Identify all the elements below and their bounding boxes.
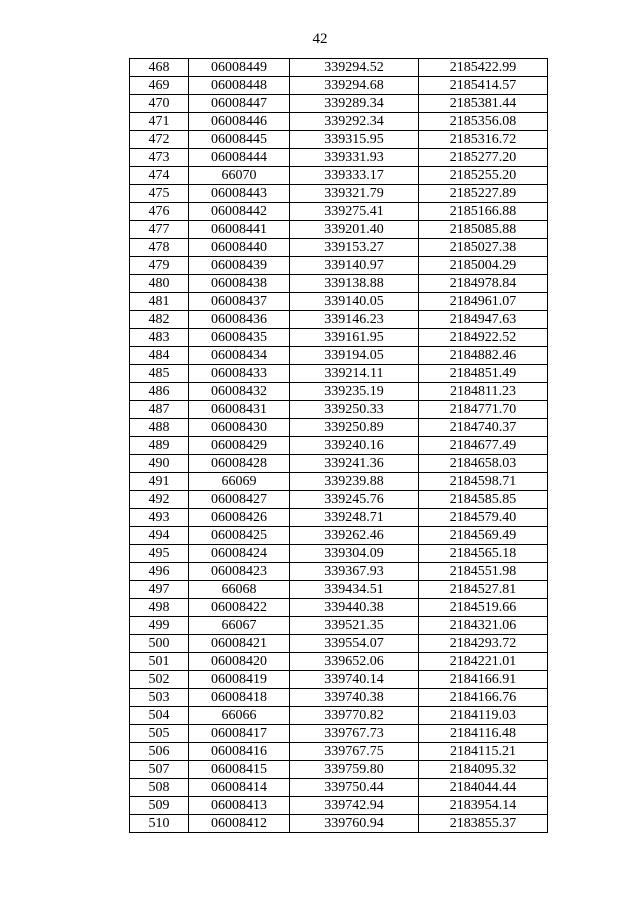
x-coordinate-cell: 339652.06 bbox=[290, 653, 419, 671]
table-row bbox=[130, 473, 548, 491]
row-index-cell: 493 bbox=[130, 509, 189, 527]
point-id-cell: 06008439 bbox=[189, 257, 290, 275]
y-coordinate-cell: 2184116.48 bbox=[419, 725, 548, 743]
point-id-cell: 06008446 bbox=[189, 113, 290, 131]
y-coordinate-cell: 2185166.88 bbox=[419, 203, 548, 221]
y-coordinate-cell: 2184947.63 bbox=[419, 311, 548, 329]
point-id-cell: 06008432 bbox=[189, 383, 290, 401]
y-coordinate-cell: 2184095.32 bbox=[419, 761, 548, 779]
row-index-cell: 480 bbox=[130, 275, 189, 293]
page-number: 42 bbox=[312, 31, 328, 47]
x-coordinate-cell: 339140.97 bbox=[290, 257, 419, 275]
row-index-cell: 495 bbox=[130, 545, 189, 563]
point-id-cell: 66066 bbox=[189, 707, 290, 725]
y-coordinate-cell: 2184740.37 bbox=[419, 419, 548, 437]
table-row bbox=[130, 743, 548, 761]
x-coordinate-cell: 339750.44 bbox=[290, 779, 419, 797]
x-coordinate-cell: 339138.88 bbox=[290, 275, 419, 293]
row-index-cell: 482 bbox=[130, 311, 189, 329]
row-index-cell: 500 bbox=[130, 635, 189, 653]
x-coordinate-cell: 339292.34 bbox=[290, 113, 419, 131]
row-index-cell: 503 bbox=[130, 689, 189, 707]
row-index-cell: 502 bbox=[130, 671, 189, 689]
row-index-cell: 471 bbox=[130, 113, 189, 131]
row-index-cell: 504 bbox=[130, 707, 189, 725]
row-index-cell: 470 bbox=[130, 95, 189, 113]
table-row bbox=[130, 545, 548, 563]
x-coordinate-cell: 339235.19 bbox=[290, 383, 419, 401]
point-id-cell: 06008429 bbox=[189, 437, 290, 455]
y-coordinate-cell: 2185422.99 bbox=[419, 59, 548, 77]
y-coordinate-cell: 2184961.07 bbox=[419, 293, 548, 311]
point-id-cell: 06008444 bbox=[189, 149, 290, 167]
x-coordinate-cell: 339434.51 bbox=[290, 581, 419, 599]
y-coordinate-cell: 2183954.14 bbox=[419, 797, 548, 815]
row-index-cell: 483 bbox=[130, 329, 189, 347]
x-coordinate-cell: 339760.94 bbox=[290, 815, 419, 833]
y-coordinate-cell: 2183855.37 bbox=[419, 815, 548, 833]
point-id-cell: 06008443 bbox=[189, 185, 290, 203]
table-row bbox=[130, 59, 548, 77]
table-row bbox=[130, 761, 548, 779]
x-coordinate-cell: 339315.95 bbox=[290, 131, 419, 149]
point-id-cell: 06008415 bbox=[189, 761, 290, 779]
row-index-cell: 497 bbox=[130, 581, 189, 599]
x-coordinate-cell: 339194.05 bbox=[290, 347, 419, 365]
y-coordinate-cell: 2184585.85 bbox=[419, 491, 548, 509]
table-row bbox=[130, 779, 548, 797]
row-index-cell: 510 bbox=[130, 815, 189, 833]
row-index-cell: 490 bbox=[130, 455, 189, 473]
point-id-cell: 66067 bbox=[189, 617, 290, 635]
y-coordinate-cell: 2184882.46 bbox=[419, 347, 548, 365]
table-row bbox=[130, 491, 548, 509]
row-index-cell: 476 bbox=[130, 203, 189, 221]
point-id-cell: 66068 bbox=[189, 581, 290, 599]
y-coordinate-cell: 2184978.84 bbox=[419, 275, 548, 293]
point-id-cell: 06008428 bbox=[189, 455, 290, 473]
table-row bbox=[130, 221, 548, 239]
point-id-cell: 66070 bbox=[189, 167, 290, 185]
point-id-cell: 06008414 bbox=[189, 779, 290, 797]
table-row bbox=[130, 725, 548, 743]
y-coordinate-cell: 2185316.72 bbox=[419, 131, 548, 149]
point-id-cell: 06008438 bbox=[189, 275, 290, 293]
x-coordinate-cell: 339161.95 bbox=[290, 329, 419, 347]
y-coordinate-cell: 2184519.66 bbox=[419, 599, 548, 617]
x-coordinate-cell: 339767.75 bbox=[290, 743, 419, 761]
x-coordinate-cell: 339767.73 bbox=[290, 725, 419, 743]
point-id-cell: 06008423 bbox=[189, 563, 290, 581]
x-coordinate-cell: 339440.38 bbox=[290, 599, 419, 617]
x-coordinate-cell: 339245.76 bbox=[290, 491, 419, 509]
x-coordinate-cell: 339275.41 bbox=[290, 203, 419, 221]
point-id-cell: 06008419 bbox=[189, 671, 290, 689]
table-row bbox=[130, 257, 548, 275]
point-id-cell: 06008437 bbox=[189, 293, 290, 311]
y-coordinate-cell: 2184658.03 bbox=[419, 455, 548, 473]
point-id-cell: 06008420 bbox=[189, 653, 290, 671]
table-row bbox=[130, 131, 548, 149]
row-index-cell: 491 bbox=[130, 473, 189, 491]
x-coordinate-cell: 339240.16 bbox=[290, 437, 419, 455]
y-coordinate-cell: 2184044.44 bbox=[419, 779, 548, 797]
x-coordinate-cell: 339740.38 bbox=[290, 689, 419, 707]
y-coordinate-cell: 2184119.03 bbox=[419, 707, 548, 725]
x-coordinate-cell: 339214.11 bbox=[290, 365, 419, 383]
x-coordinate-cell: 339239.88 bbox=[290, 473, 419, 491]
table-row bbox=[130, 599, 548, 617]
table-row bbox=[130, 365, 548, 383]
point-id-cell: 06008442 bbox=[189, 203, 290, 221]
table-row bbox=[130, 635, 548, 653]
point-id-cell: 06008448 bbox=[189, 77, 290, 95]
x-coordinate-cell: 339289.34 bbox=[290, 95, 419, 113]
y-coordinate-cell: 2184221.01 bbox=[419, 653, 548, 671]
point-id-cell: 06008417 bbox=[189, 725, 290, 743]
table-row bbox=[130, 203, 548, 221]
row-index-cell: 478 bbox=[130, 239, 189, 257]
y-coordinate-cell: 2184771.70 bbox=[419, 401, 548, 419]
y-coordinate-cell: 2184851.49 bbox=[419, 365, 548, 383]
y-coordinate-cell: 2185255.20 bbox=[419, 167, 548, 185]
row-index-cell: 508 bbox=[130, 779, 189, 797]
table-row bbox=[130, 149, 548, 167]
point-id-cell: 06008440 bbox=[189, 239, 290, 257]
table-row bbox=[130, 707, 548, 725]
x-coordinate-cell: 339770.82 bbox=[290, 707, 419, 725]
table-row bbox=[130, 95, 548, 113]
x-coordinate-cell: 339201.40 bbox=[290, 221, 419, 239]
y-coordinate-cell: 2184598.71 bbox=[419, 473, 548, 491]
coordinates-table-body bbox=[130, 59, 548, 833]
table-row bbox=[130, 527, 548, 545]
x-coordinate-cell: 339241.36 bbox=[290, 455, 419, 473]
y-coordinate-cell: 2184677.49 bbox=[419, 437, 548, 455]
x-coordinate-cell: 339250.33 bbox=[290, 401, 419, 419]
y-coordinate-cell: 2184811.23 bbox=[419, 383, 548, 401]
table-row bbox=[130, 437, 548, 455]
row-index-cell: 484 bbox=[130, 347, 189, 365]
point-id-cell: 06008416 bbox=[189, 743, 290, 761]
table-row bbox=[130, 419, 548, 437]
table-row bbox=[130, 815, 548, 833]
y-coordinate-cell: 2185227.89 bbox=[419, 185, 548, 203]
row-index-cell: 488 bbox=[130, 419, 189, 437]
table-row bbox=[130, 797, 548, 815]
point-id-cell: 06008418 bbox=[189, 689, 290, 707]
table-row bbox=[130, 239, 548, 257]
point-id-cell: 06008449 bbox=[189, 59, 290, 77]
row-index-cell: 496 bbox=[130, 563, 189, 581]
y-coordinate-cell: 2185356.08 bbox=[419, 113, 548, 131]
row-index-cell: 499 bbox=[130, 617, 189, 635]
table-row bbox=[130, 185, 548, 203]
y-coordinate-cell: 2185004.29 bbox=[419, 257, 548, 275]
row-index-cell: 492 bbox=[130, 491, 189, 509]
row-index-cell: 486 bbox=[130, 383, 189, 401]
row-index-cell: 507 bbox=[130, 761, 189, 779]
y-coordinate-cell: 2184321.06 bbox=[419, 617, 548, 635]
x-coordinate-cell: 339367.93 bbox=[290, 563, 419, 581]
row-index-cell: 489 bbox=[130, 437, 189, 455]
y-coordinate-cell: 2184569.49 bbox=[419, 527, 548, 545]
y-coordinate-cell: 2184527.81 bbox=[419, 581, 548, 599]
point-id-cell: 06008424 bbox=[189, 545, 290, 563]
row-index-cell: 494 bbox=[130, 527, 189, 545]
x-coordinate-cell: 339331.93 bbox=[290, 149, 419, 167]
table-row bbox=[130, 689, 548, 707]
point-id-cell: 06008431 bbox=[189, 401, 290, 419]
table-row bbox=[130, 653, 548, 671]
row-index-cell: 487 bbox=[130, 401, 189, 419]
x-coordinate-cell: 339153.27 bbox=[290, 239, 419, 257]
y-coordinate-cell: 2184922.52 bbox=[419, 329, 548, 347]
table-row bbox=[130, 329, 548, 347]
x-coordinate-cell: 339146.23 bbox=[290, 311, 419, 329]
y-coordinate-cell: 2184551.98 bbox=[419, 563, 548, 581]
row-index-cell: 473 bbox=[130, 149, 189, 167]
x-coordinate-cell: 339304.09 bbox=[290, 545, 419, 563]
point-id-cell: 06008412 bbox=[189, 815, 290, 833]
x-coordinate-cell: 339294.68 bbox=[290, 77, 419, 95]
table-row bbox=[130, 617, 548, 635]
x-coordinate-cell: 339333.17 bbox=[290, 167, 419, 185]
x-coordinate-cell: 339759.80 bbox=[290, 761, 419, 779]
point-id-cell: 06008445 bbox=[189, 131, 290, 149]
x-coordinate-cell: 339742.94 bbox=[290, 797, 419, 815]
table-row bbox=[130, 167, 548, 185]
point-id-cell: 06008441 bbox=[189, 221, 290, 239]
x-coordinate-cell: 339521.35 bbox=[290, 617, 419, 635]
y-coordinate-cell: 2184115.21 bbox=[419, 743, 548, 761]
point-id-cell: 06008413 bbox=[189, 797, 290, 815]
point-id-cell: 06008427 bbox=[189, 491, 290, 509]
point-id-cell: 06008426 bbox=[189, 509, 290, 527]
x-coordinate-cell: 339554.07 bbox=[290, 635, 419, 653]
coordinates-table bbox=[129, 58, 548, 833]
table-row bbox=[130, 401, 548, 419]
x-coordinate-cell: 339321.79 bbox=[290, 185, 419, 203]
table-row bbox=[130, 563, 548, 581]
y-coordinate-cell: 2184166.76 bbox=[419, 689, 548, 707]
table-row bbox=[130, 77, 548, 95]
row-index-cell: 481 bbox=[130, 293, 189, 311]
row-index-cell: 475 bbox=[130, 185, 189, 203]
table-row bbox=[130, 671, 548, 689]
table-row bbox=[130, 275, 548, 293]
row-index-cell: 474 bbox=[130, 167, 189, 185]
table-row bbox=[130, 347, 548, 365]
row-index-cell: 485 bbox=[130, 365, 189, 383]
x-coordinate-cell: 339262.46 bbox=[290, 527, 419, 545]
y-coordinate-cell: 2185277.20 bbox=[419, 149, 548, 167]
point-id-cell: 66069 bbox=[189, 473, 290, 491]
point-id-cell: 06008447 bbox=[189, 95, 290, 113]
row-index-cell: 477 bbox=[130, 221, 189, 239]
y-coordinate-cell: 2184565.18 bbox=[419, 545, 548, 563]
table-row bbox=[130, 383, 548, 401]
row-index-cell: 498 bbox=[130, 599, 189, 617]
table-row bbox=[130, 581, 548, 599]
table-row bbox=[130, 293, 548, 311]
table-row bbox=[130, 509, 548, 527]
point-id-cell: 06008433 bbox=[189, 365, 290, 383]
table-row bbox=[130, 455, 548, 473]
table-row bbox=[130, 311, 548, 329]
x-coordinate-cell: 339294.52 bbox=[290, 59, 419, 77]
y-coordinate-cell: 2184293.72 bbox=[419, 635, 548, 653]
row-index-cell: 501 bbox=[130, 653, 189, 671]
row-index-cell: 469 bbox=[130, 77, 189, 95]
point-id-cell: 06008434 bbox=[189, 347, 290, 365]
point-id-cell: 06008422 bbox=[189, 599, 290, 617]
row-index-cell: 472 bbox=[130, 131, 189, 149]
row-index-cell: 505 bbox=[130, 725, 189, 743]
row-index-cell: 509 bbox=[130, 797, 189, 815]
point-id-cell: 06008436 bbox=[189, 311, 290, 329]
row-index-cell: 479 bbox=[130, 257, 189, 275]
y-coordinate-cell: 2185027.38 bbox=[419, 239, 548, 257]
point-id-cell: 06008421 bbox=[189, 635, 290, 653]
row-index-cell: 506 bbox=[130, 743, 189, 761]
table-row bbox=[130, 113, 548, 131]
x-coordinate-cell: 339248.71 bbox=[290, 509, 419, 527]
x-coordinate-cell: 339140.05 bbox=[290, 293, 419, 311]
y-coordinate-cell: 2184166.91 bbox=[419, 671, 548, 689]
row-index-cell: 468 bbox=[130, 59, 189, 77]
x-coordinate-cell: 339250.89 bbox=[290, 419, 419, 437]
y-coordinate-cell: 2184579.40 bbox=[419, 509, 548, 527]
point-id-cell: 06008425 bbox=[189, 527, 290, 545]
y-coordinate-cell: 2185085.88 bbox=[419, 221, 548, 239]
y-coordinate-cell: 2185381.44 bbox=[419, 95, 548, 113]
point-id-cell: 06008430 bbox=[189, 419, 290, 437]
x-coordinate-cell: 339740.14 bbox=[290, 671, 419, 689]
point-id-cell: 06008435 bbox=[189, 329, 290, 347]
y-coordinate-cell: 2185414.57 bbox=[419, 77, 548, 95]
